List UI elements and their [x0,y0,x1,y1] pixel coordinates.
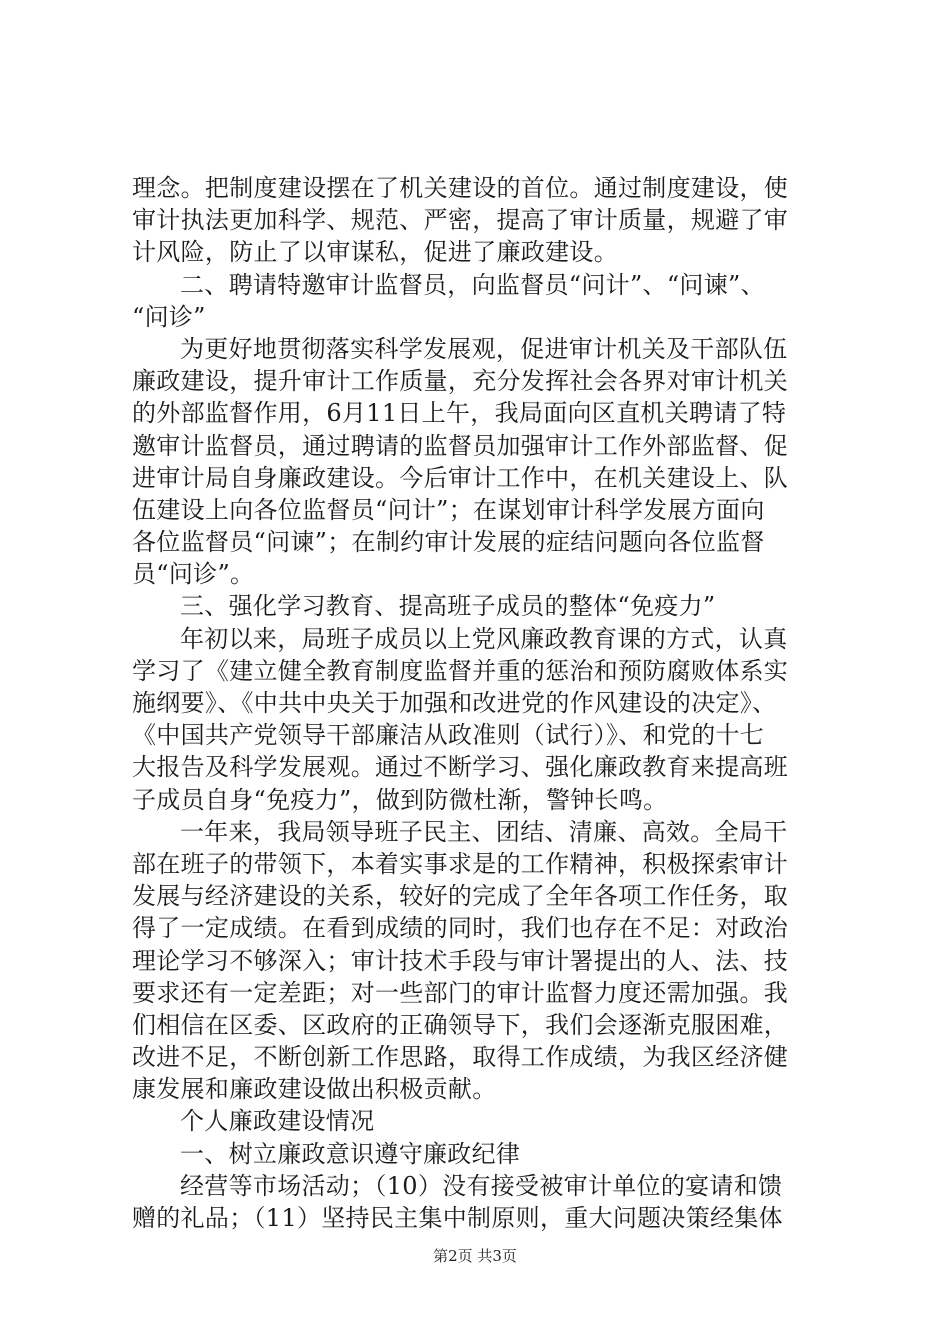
text-line: 《中国共产党领导干部廉洁从政准则（试行）》、和党的十七 [132,721,765,750]
text-line: 廉政建设，提升审计工作质量，充分发挥社会各界对审计机关 [132,367,789,396]
section-heading: 三、强化学习教育、提高班子成员的整体“免疫力” [180,592,716,621]
text-line: 改进不足，不断创新工作思路，取得工作成绩，为我区经济健 [132,1043,789,1072]
text-line: 伍建设上向各位监督员“问计”；在谋划审计科学发展方面向 [132,495,765,524]
text-line: 子成员自身“免疫力”，做到防微杜渐，警钟长鸣。 [132,785,668,814]
text-line: 各位监督员“问谏”；在制约审计发展的症结问题向各位监督 [132,528,765,557]
document-body [132,172,832,1234]
text-line: 大报告及科学发展观。通过不断学习、强化廉政教育来提高班 [132,753,789,782]
text-line: 部在班子的带领下，本着实事求是的工作精神，积极探索审计 [132,849,789,878]
page-footer: 第2页 共3页 [433,1247,517,1265]
section-heading: 二、聘请特邀审计监督员，向监督员“问计”、“问谏”、 [180,270,765,299]
text-line: 得了一定成绩。在看到成绩的同时，我们也存在不足：对政治 [132,914,789,943]
text-line: 经营等市场活动；（10）没有接受被审计单位的宴请和馈 [180,1171,783,1200]
section-heading: 个人廉政建设情况 [180,1107,375,1136]
text-line: 发展与经济建设的关系，较好的完成了全年各项工作任务，取 [132,882,789,911]
text-line: 计风险，防止了以审谋私，促进了廉政建设。 [132,238,618,267]
text-line: 进审计局自身廉政建设。今后审计工作中，在机关建设上、队 [132,463,789,492]
text-line: 施纲要》、《中共中央关于加强和改进党的作风建设的决定》、 [132,689,777,717]
text-line: 年初以来，局班子成员以上党风廉政教育课的方式，认真 [180,624,788,653]
text-line: 邀审计监督员，通过聘请的监督员加强审计工作外部监督、促 [132,431,789,460]
text-line: 审计执法更加科学、规范、严密，提高了审计质量，规避了审 [132,206,789,235]
text-line: 学习了《建立健全教育制度监督并重的惩治和预防腐败体系实 [132,656,789,685]
text-line: 为更好地贯彻落实科学发展观，促进审计机关及干部队伍 [180,334,788,363]
text-line: 员“问诊”。 [132,560,255,589]
text-line: 要求还有一定差距；对一些部门的审计监督力度还需加强。我 [132,978,789,1007]
text-line: 们相信在区委、区政府的正确领导下，我们会逐渐克服困难， [132,1010,789,1039]
text-line: 康发展和廉政建设做出积极贡献。 [132,1075,497,1104]
section-heading: 一、树立廉政意识遵守廉政纪律 [180,1139,521,1168]
text-line: 赠的礼品；（11）坚持民主集中制原则，重大问题决策经集体 [132,1204,783,1232]
text-line: 一年来，我局领导班子民主、团结、清廉、高效。全局干 [180,817,788,846]
section-heading-continued: “问诊” [132,302,206,331]
text-line: 理论学习不够深入；审计技术手段与审计署提出的人、法、技 [132,946,789,975]
text-line: 理念。把制度建设摆在了机关建设的首位。通过制度建设，使 [132,174,789,202]
text-line: 的外部监督作用，6月11日上午，我局面向区直机关聘请了特 [132,399,787,428]
